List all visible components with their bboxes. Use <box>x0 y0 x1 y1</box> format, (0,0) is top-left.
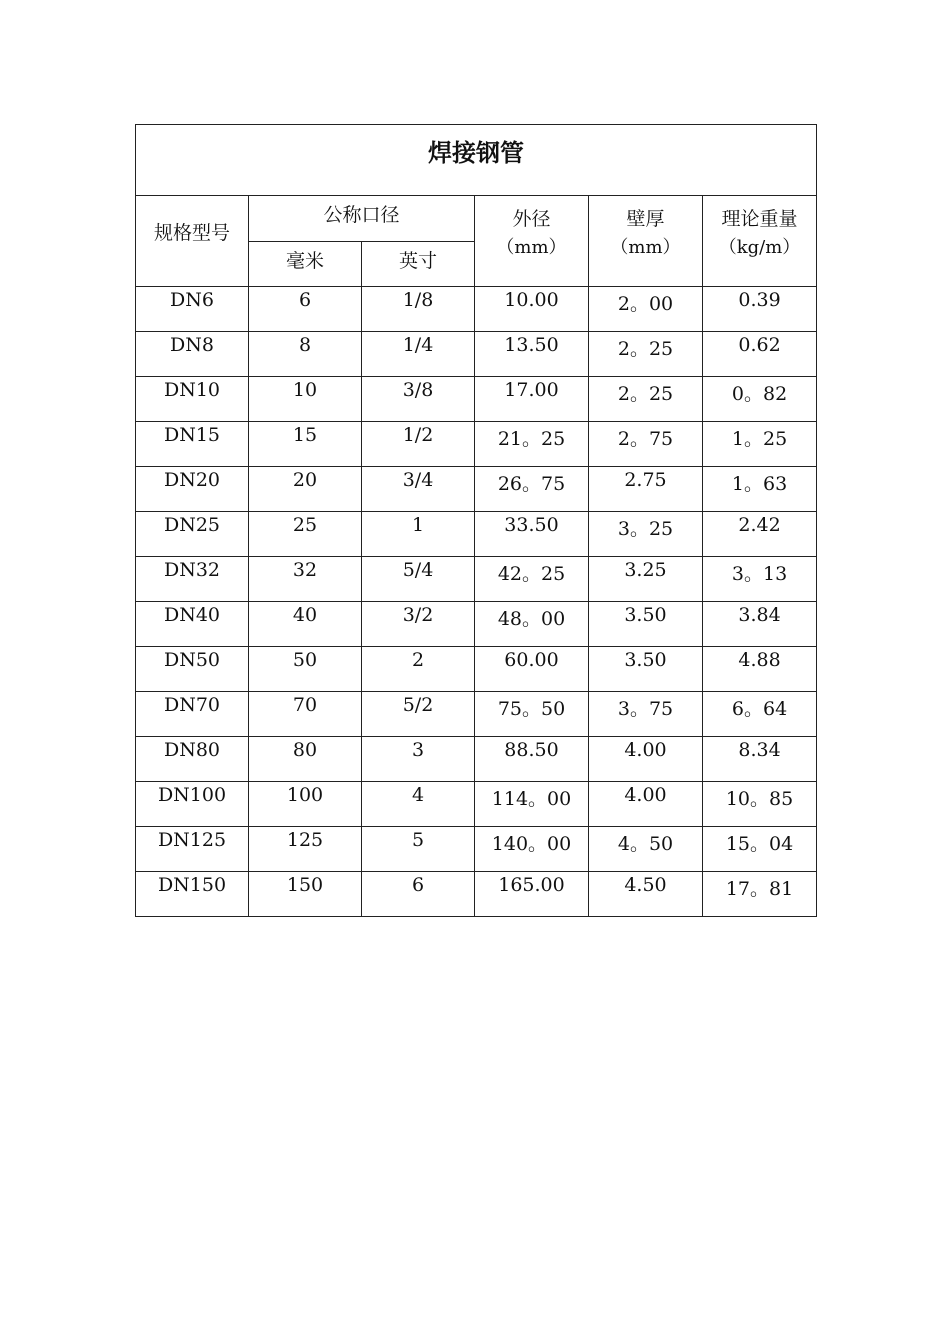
cell-inch: 5 <box>411 829 425 851</box>
header-wall-cell <box>589 196 703 287</box>
cell-wall: 3.50 <box>624 604 667 626</box>
cell-spec: DN150 <box>157 874 227 896</box>
cell-inch: 1/2 <box>402 424 434 446</box>
cell-od: 13.50 <box>504 334 559 356</box>
cell-mm: 25 <box>292 514 318 536</box>
cell-weight: 1。25 <box>731 428 788 450</box>
cell-wall: 2。75 <box>617 428 674 450</box>
cell-inch: 3/2 <box>402 604 434 626</box>
cell-weight: 0.62 <box>738 334 781 356</box>
header-nominal-cell <box>249 196 475 242</box>
cell-od: 21。25 <box>497 428 566 450</box>
cell-od: 17.00 <box>504 379 559 401</box>
cell-weight: 10。85 <box>725 788 794 810</box>
cell-inch: 6 <box>411 874 425 896</box>
header-mm: 毫米 <box>285 249 324 272</box>
table-row <box>136 737 817 782</box>
table-row <box>136 422 817 467</box>
cell-inch: 5/2 <box>402 694 434 716</box>
cell-od: 60.00 <box>504 649 559 671</box>
header-wall: 壁厚 <box>626 208 665 230</box>
header-mm-cell <box>249 241 362 287</box>
header-od-cell <box>475 196 589 287</box>
cell-weight: 0。82 <box>731 383 788 405</box>
cell-wall: 4.00 <box>624 784 667 806</box>
cell-wall: 4.00 <box>624 739 667 761</box>
cell-od: 114。00 <box>491 788 572 810</box>
table-row <box>136 872 817 917</box>
cell-weight: 6。64 <box>731 698 788 720</box>
cell-mm: 10 <box>292 379 318 401</box>
cell-wall: 3。75 <box>617 698 674 720</box>
cell-inch: 5/4 <box>402 559 434 581</box>
cell-spec: DN70 <box>163 694 221 716</box>
table-row <box>136 377 817 422</box>
cell-mm: 40 <box>292 604 318 626</box>
cell-od: 140。00 <box>491 833 572 855</box>
header-wall-unit: （mm） <box>610 237 681 258</box>
cell-weight: 3.84 <box>738 604 781 626</box>
header-od-unit: （mm） <box>496 237 567 258</box>
cell-wall: 2。25 <box>617 383 674 405</box>
cell-spec: DN80 <box>163 739 221 761</box>
table-row <box>136 647 817 692</box>
table-row <box>136 782 817 827</box>
cell-wall: 2。25 <box>617 338 674 360</box>
header-inch-cell <box>362 241 475 287</box>
cell-mm: 80 <box>292 739 318 761</box>
cell-wall: 3.25 <box>624 559 667 581</box>
header-spec: 规格型号 <box>153 221 230 244</box>
cell-inch: 2 <box>411 649 425 671</box>
cell-mm: 150 <box>286 874 324 896</box>
header-inch: 英寸 <box>398 249 437 272</box>
cell-mm: 100 <box>286 784 324 806</box>
cell-mm: 6 <box>298 289 312 311</box>
table-row <box>136 332 817 377</box>
cell-inch: 1 <box>411 514 425 536</box>
cell-mm: 125 <box>286 829 324 851</box>
table-row <box>136 827 817 872</box>
header-od: 外径 <box>512 208 551 230</box>
cell-mm: 8 <box>298 334 312 356</box>
cell-spec: DN15 <box>163 424 221 446</box>
cell-wall: 4.50 <box>624 874 667 896</box>
cell-spec: DN40 <box>163 604 221 626</box>
cell-od: 42。25 <box>497 563 566 585</box>
cell-wall: 3。25 <box>617 518 674 540</box>
cell-spec: DN6 <box>170 289 214 311</box>
cell-mm: 70 <box>292 694 318 716</box>
cell-od: 88.50 <box>504 739 559 761</box>
cell-inch: 3/4 <box>402 469 434 491</box>
cell-weight: 17。81 <box>725 878 794 900</box>
table-row <box>136 287 817 332</box>
cell-weight: 2.42 <box>738 514 781 536</box>
table-body <box>136 287 817 917</box>
cell-spec: DN125 <box>157 829 227 851</box>
cell-inch: 1/4 <box>402 334 434 356</box>
cell-spec: DN32 <box>163 559 221 581</box>
table-title: 焊接钢管 <box>428 138 525 167</box>
cell-weight: 3。13 <box>731 563 788 585</box>
table-row <box>136 467 817 512</box>
header-nominal: 公称口径 <box>323 204 400 226</box>
cell-inch: 1/8 <box>402 289 434 311</box>
cell-spec: DN50 <box>163 649 221 671</box>
header-weight: 理论重量 <box>721 208 798 230</box>
cell-spec: DN100 <box>157 784 227 806</box>
cell-od: 10.00 <box>504 289 559 311</box>
cell-mm: 50 <box>292 649 318 671</box>
header-spec-cell <box>136 196 249 287</box>
cell-spec: DN20 <box>163 469 221 491</box>
cell-weight: 1。63 <box>731 473 788 495</box>
cell-wall: 4。50 <box>617 833 674 855</box>
cell-weight: 15。04 <box>725 833 794 855</box>
header-weight-unit: （kg/m） <box>718 237 801 258</box>
cell-od: 33.50 <box>504 514 559 536</box>
table-title-cell <box>136 125 817 196</box>
table-row <box>136 512 817 557</box>
table-row <box>136 602 817 647</box>
header-weight-cell <box>703 196 817 287</box>
cell-mm: 20 <box>292 469 318 491</box>
cell-weight: 8.34 <box>738 739 781 761</box>
cell-wall: 3.50 <box>624 649 667 671</box>
welded-steel-pipe-table <box>135 124 817 917</box>
table-row <box>136 692 817 737</box>
table-row <box>136 557 817 602</box>
cell-inch: 3/8 <box>402 379 434 401</box>
cell-mm: 15 <box>292 424 318 446</box>
cell-inch: 3 <box>411 739 425 761</box>
cell-inch: 4 <box>411 784 425 806</box>
cell-mm: 32 <box>292 559 318 581</box>
cell-od: 165.00 <box>498 874 565 896</box>
cell-weight: 4.88 <box>738 649 781 671</box>
cell-od: 75。50 <box>497 698 566 720</box>
cell-weight: 0.39 <box>738 289 781 311</box>
cell-wall: 2.75 <box>624 469 667 491</box>
cell-od: 26。75 <box>497 473 566 495</box>
cell-spec: DN8 <box>170 334 214 356</box>
cell-spec: DN10 <box>163 379 221 401</box>
cell-spec: DN25 <box>163 514 221 536</box>
cell-od: 48。00 <box>497 608 566 630</box>
cell-wall: 2。00 <box>617 293 674 315</box>
